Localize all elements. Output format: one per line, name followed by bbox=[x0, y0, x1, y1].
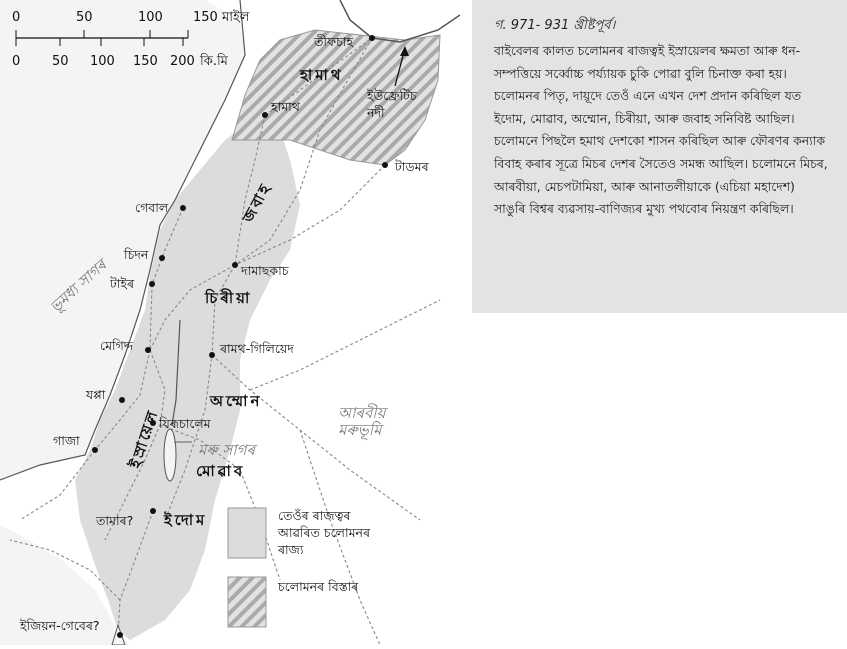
legend-expansion-swatch bbox=[228, 577, 266, 627]
dead-sea-shape bbox=[164, 429, 176, 481]
region-label-israel: ইস্ৰায়েল bbox=[126, 406, 163, 471]
city-dot-tadmor bbox=[382, 162, 388, 168]
city-label-ramoth: ৰামথ-গিলিয়েদ bbox=[220, 341, 294, 356]
region-label-moab: মোৱাব bbox=[196, 462, 246, 480]
city-label-jerusalem: যিৰূচালেম bbox=[159, 416, 211, 431]
city-dot-gebal bbox=[180, 205, 186, 211]
city-dot-megiddo bbox=[145, 347, 151, 353]
city-label-hamath: হামাথ bbox=[271, 99, 300, 114]
miles-tick-50: 50 bbox=[76, 10, 93, 25]
legend-expansion-label: চলোমনৰ বিস্তাৰ bbox=[278, 579, 359, 594]
miles-tick-0: 0 bbox=[12, 10, 21, 25]
miles-tick-150: 150 bbox=[193, 10, 218, 25]
city-label-tamar: তামাৰ? bbox=[96, 513, 134, 528]
panel-description: বাইবেলৰ কালত চলোমনৰ ৰাজত্বই ইস্ৰায়েলৰ ক্ষমতা আৰু ধন-সম্পত্তিয়ে সৰ্ব্বোচ্চ পৰ্য্যায়ক চুকি পোৱা বুলি চিনাক্ত কৰা হয়। চলোমনৰ পিতৃ, দায়ূদে তেওঁ এনে এখন দেশ প্ৰদান কৰিছিল যত ইদোম, মোৱাব, অম্মোন, চিৰীয়া, আৰু জবাহ সনিবিষ্ট আছিল। চলোমনে পিছলৈ হমাথ দেশকো শাসন কৰিছিল আৰু ফৌৰণৰ কন্যাক বিবাহ কৰাৰ সূত্ৰে মিচৰ দেশৰ সৈতেও সমন্ধ আছিল। চলোমনে মিচৰ, আৰবীয়া, মেচপটামিয়া, আৰু আনাতলীয়াকে (এচিয়া মহাদেশ) সাঙুৰি বিশ্বৰ ব্যৱসায়-বাণিজ্যৰ মুখ্য পথবোৰ নিয়ন্ত্ৰণ কৰিছিল। bbox=[494, 43, 828, 217]
city-dot-damascus bbox=[232, 262, 238, 268]
label-euphrates: ইউফ্ৰেটিচ নদী bbox=[367, 88, 417, 120]
km-tick-0: 0 bbox=[12, 54, 21, 69]
legend-kingdom-swatch bbox=[228, 508, 266, 558]
info-panel bbox=[472, 0, 847, 313]
panel-date: গ. 971- 931 খ্ৰীষ্টপূৰ্ব। bbox=[494, 18, 616, 33]
region-label-zobah: জবাহ bbox=[239, 179, 276, 226]
km-tick-100: 100 bbox=[90, 54, 115, 69]
city-label-damascus: দামাছকাচ bbox=[241, 263, 289, 278]
city-dot-eziongeber bbox=[117, 632, 123, 638]
label-mediterranean: ভূমধ্য সাগৰ bbox=[46, 256, 111, 317]
city-label-tiphsah: তীফচাহ bbox=[314, 34, 354, 49]
label-arabian-desert: আৰবীয় মৰুভূমি bbox=[338, 404, 386, 439]
label-dead-sea: মৰু সাগৰ bbox=[198, 441, 255, 459]
city-dot-tyre bbox=[149, 281, 155, 287]
legend-kingdom-label: তেওঁৰ ৰাজত্বৰ আৱৰিত চলোমনৰ ৰাজ্য bbox=[278, 508, 371, 557]
city-dot-tiphsah bbox=[369, 35, 375, 41]
city-label-megiddo: মেগিদ্দ bbox=[100, 338, 134, 353]
city-label-gebal: গেবাল bbox=[135, 200, 169, 215]
region-label-syria: চিৰীয়া bbox=[205, 289, 253, 307]
city-label-joppa: যপ্পা bbox=[86, 387, 106, 402]
region-label-ammon: অম্মোন bbox=[210, 392, 263, 410]
city-dot-tamar bbox=[150, 508, 156, 514]
city-label-tadmor: টাডমৰ bbox=[395, 159, 429, 174]
city-label-tyre: টাইৰ bbox=[110, 276, 134, 291]
city-label-sidon: চিদন bbox=[124, 247, 149, 262]
km-tick-200: 200 bbox=[170, 54, 195, 69]
miles-tick-100: 100 bbox=[138, 10, 163, 25]
city-label-eziongeber: ইজিয়ন-গেবেৰ? bbox=[20, 618, 100, 633]
km-tick-150: 150 bbox=[133, 54, 158, 69]
city-dot-sidon bbox=[159, 255, 165, 261]
scale-bar bbox=[12, 9, 250, 69]
km-tick-50: 50 bbox=[52, 54, 69, 69]
region-label-edom: ইদোম bbox=[164, 511, 208, 529]
city-dot-ramoth bbox=[209, 352, 215, 358]
km-unit: কি.মি bbox=[200, 54, 228, 69]
region-label-hamath: হামাথ bbox=[300, 66, 344, 84]
city-dot-joppa bbox=[119, 397, 125, 403]
city-label-gaza: গাজা bbox=[53, 433, 80, 448]
city-dot-hamath bbox=[262, 112, 268, 118]
miles-unit: মাইল bbox=[222, 10, 250, 25]
city-dot-gaza bbox=[92, 447, 98, 453]
